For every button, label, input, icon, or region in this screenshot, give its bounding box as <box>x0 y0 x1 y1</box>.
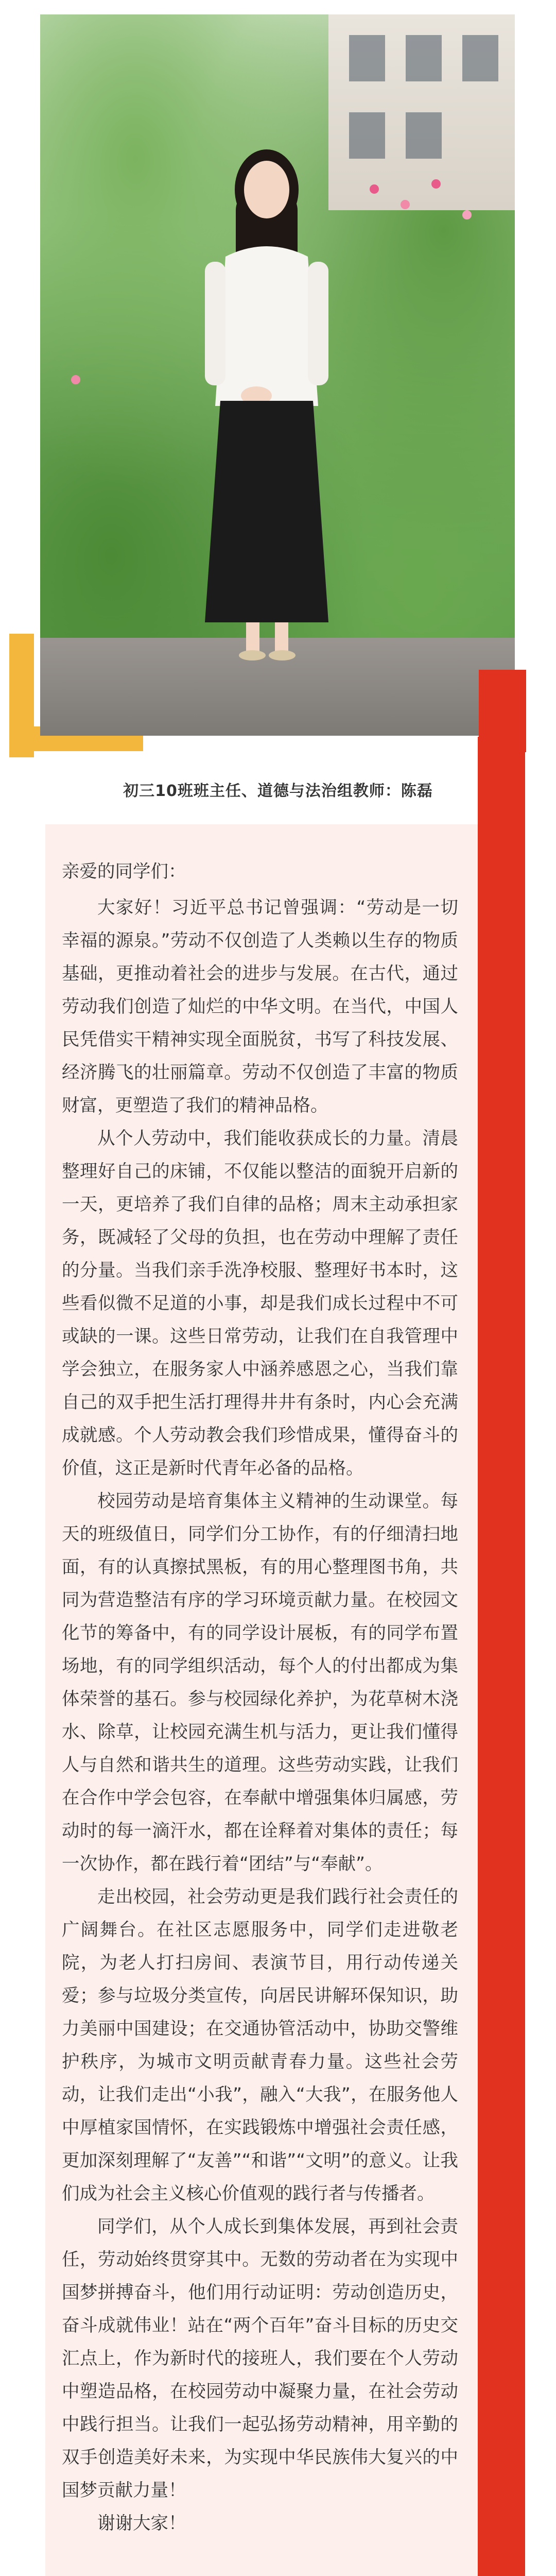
paragraph-1: 大家好！习近平总书记曾强调：“劳动是一切幸福的源泉。”劳动不仅创造了人类赖以生存的物质基础，更推动着社会的进步与发展。在古代，通过劳动我们创造了灿烂的中华文明。在当代，中国人民凭借实干精神实现全面脱贫，书写了科技发展、经济腾飞的壮丽篇章。劳动不仅创造了丰富的物质财富，更塑造了我们的精神品格。 <box>62 897 458 1116</box>
paragraph-4: 走出校园，社会劳动更是我们践行社会责任的广阔舞台。在社区志愿服务中，同学们走进敬老院，为老人打扫房间、表演节目，用行动传递关爱；参与垃圾分类宣传，向居民讲解环保知识，助力美丽中国建设；在交通协管活动中，协助交警维护秩序，为城市文明贡献青春力量。这些社会劳动，让我们走出“小我”，融入“大我”，在服务他人中厚植家国情怀，在实践锻炼中增强社会责任感，更加深刻理解了“友善”“和谐”“文明”的意义。让我们成为社会主义核心价值观的践行者与传播者。 <box>62 1887 458 2204</box>
teacher-photo <box>40 14 515 736</box>
greeting: 亲爱的同学们： <box>62 861 186 882</box>
paragraph-5: 同学们，从个人成长到集体发展，再到社会责任，劳动始终贯穿其中。无数的劳动者在为实现中国梦拼搏奋斗，他们用行动证明：劳动创造历史，奋斗成就伟业！站在“两个百年”奋斗目标的历史交汇点上，作为新时代的接班人，我们要在个人劳动中塑造品格，在校园劳动中凝聚力量，在社会劳动中践行担当。让我们一起弘扬劳动精神，用辛勤的双手创造美好未来，为实现中华民族伟大复兴的中国梦贡献力量！ <box>62 2216 458 2501</box>
paragraph-3: 校园劳动是培育集体主义精神的生动课堂。每天的班级值日，同学们分工协作，有的仔细清扫地面，有的认真擦拭黑板，有的用心整理图书角，共同为营造整洁有序的学习环境贡献力量。在校园文化节的筹备中，有的同学设计展板，有的同学布置场地，有的同学组织活动，每个人的付出都成为集体荣誉的基石。参与校园绿化养护，为花草树木浇水、除草，让校园充满生机与活力，更让我们懂得人与自然和谐共生的道理。这些劳动实践，让我们在合作中学会包容，在奉献中增强集体归属感，劳动时的每一滴汗水，都在诠释着对集体的责任；每一次协作，都在践行着“团结”与“奉献”。 <box>62 1491 458 1874</box>
author-caption: 初三10班班主任、道德与法治组教师：陈磊 <box>123 782 433 800</box>
closing-thanks: 谢谢大家！ <box>97 2513 186 2534</box>
paragraph-2: 从个人劳动中，我们能收获成长的力量。清晨整理好自己的床铺，不仅能以整洁的面貌开启新的一天，更培养了我们自律的品格；周末主动承担家务，既减轻了父母的负担，也在劳动中理解了责任的分量。当我们亲手洗净校服、整理好书本时，这些看似微不足道的小事，却是我们成长过程中不可或缺的一课。这些日常劳动，让我们在自我管理中学会独立，在服务家人中涵养感恩之心，当我们靠自己的双手把生活打理得井井有条时，内心会充满成就感。个人劳动教会我们珍惜成果，懂得奋斗的价值，这正是新时代青年必备的品格。 <box>62 1128 458 1479</box>
side-red-bar <box>478 737 525 2576</box>
speech-letter <box>62 855 458 2540</box>
teacher-figure <box>40 14 515 736</box>
